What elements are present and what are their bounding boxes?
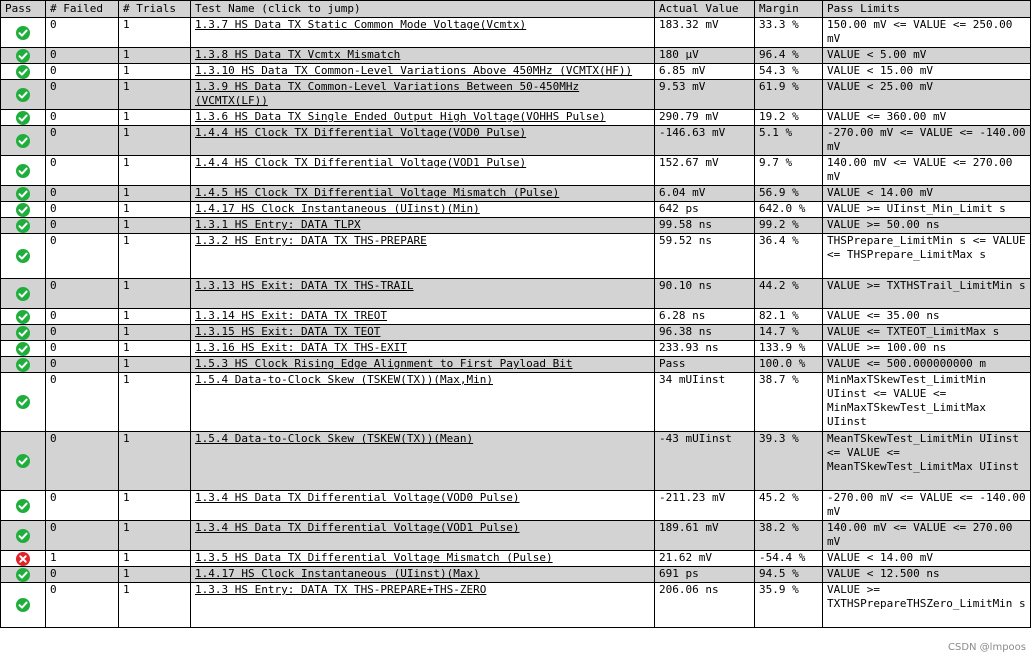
table-row xyxy=(1,218,1031,234)
failed-count-cell: 0 xyxy=(46,521,119,551)
actual-value-cell: 90.10 ns xyxy=(655,279,755,309)
actual-value-cell: 180 µV xyxy=(655,48,755,64)
test-name-link[interactable]: 1.3.4 HS Data TX Differential Voltage(VOD0 Pulse) xyxy=(195,491,520,504)
test-name-cell xyxy=(191,357,655,373)
trials-count-cell: 1 xyxy=(119,341,191,357)
test-name-cell xyxy=(191,80,655,110)
test-name-cell xyxy=(191,48,655,64)
margin-cell: 5.1 % xyxy=(755,126,823,156)
margin-cell: 36.4 % xyxy=(755,234,823,279)
test-name-cell xyxy=(191,373,655,432)
trials-count-cell: 1 xyxy=(119,583,191,628)
actual-value-cell: 6.85 mV xyxy=(655,64,755,80)
test-name-link[interactable]: 1.3.16 HS Exit: DATA TX THS-EXIT xyxy=(195,341,407,354)
pass-limits-cell: 140.00 mV <= VALUE <= 270.00 mV xyxy=(823,521,1031,551)
actual-value-cell: -43 mUIinst xyxy=(655,432,755,491)
pass-cell xyxy=(1,186,46,202)
test-name-link[interactable]: 1.3.10 HS Data TX Common-Level Variations Above 450MHz (VCMTX(HF)) xyxy=(195,64,633,77)
trials-count-cell: 1 xyxy=(119,309,191,325)
actual-value-cell: 9.53 mV xyxy=(655,80,755,110)
failed-count-cell: 0 xyxy=(46,357,119,373)
failed-count-cell: 0 xyxy=(46,432,119,491)
pass-limits-cell: 140.00 mV <= VALUE <= 270.00 mV xyxy=(823,156,1031,186)
failed-count-cell: 0 xyxy=(46,234,119,279)
pass-check-icon xyxy=(16,111,30,125)
test-name-link[interactable]: 1.4.17 HS Clock Instantaneous (UIinst)(Max) xyxy=(195,567,480,580)
failed-count-cell: 0 xyxy=(46,583,119,628)
pass-check-icon xyxy=(16,187,30,201)
table-row xyxy=(1,48,1031,64)
margin-cell: 100.0 % xyxy=(755,357,823,373)
pass-cell xyxy=(1,48,46,64)
failed-count-cell: 0 xyxy=(46,126,119,156)
table-row xyxy=(1,521,1031,551)
test-name-link[interactable]: 1.3.8 HS Data TX Vcmtx Mismatch xyxy=(195,48,401,61)
actual-value-cell: 189.61 mV xyxy=(655,521,755,551)
pass-cell xyxy=(1,80,46,110)
trials-count-cell: 1 xyxy=(119,64,191,80)
margin-cell: 94.5 % xyxy=(755,567,823,583)
test-name-cell xyxy=(191,567,655,583)
test-name-cell xyxy=(191,341,655,357)
test-name-cell xyxy=(191,234,655,279)
test-name-link[interactable]: 1.3.5 HS Data TX Differential Voltage Mismatch (Pulse) xyxy=(195,551,553,564)
margin-cell: 54.3 % xyxy=(755,64,823,80)
pass-limits-cell: THSPrepare_LimitMin s <= VALUE <= THSPrepare_LimitMax s xyxy=(823,234,1031,279)
failed-count-cell: 0 xyxy=(46,491,119,521)
test-name-cell xyxy=(191,583,655,628)
test-name-link[interactable]: 1.3.14 HS Exit: DATA TX TREOT xyxy=(195,309,388,322)
margin-cell: 99.2 % xyxy=(755,218,823,234)
test-name-link[interactable]: 1.5.3 HS Clock Rising Edge Alignment to First Payload Bit xyxy=(195,357,573,370)
pass-check-icon xyxy=(16,65,30,79)
test-name-link[interactable]: 1.4.4 HS Clock TX Differential Voltage(VOD1 Pulse) xyxy=(195,156,527,169)
failed-count-cell: 0 xyxy=(46,48,119,64)
margin-cell: 38.2 % xyxy=(755,521,823,551)
test-name-link[interactable]: 1.5.4 Data-to-Clock Skew (TSKEW(TX))(Max,Min) xyxy=(195,373,494,386)
trials-count-cell: 1 xyxy=(119,110,191,126)
column-header-trials[interactable]: # Trials xyxy=(119,1,191,18)
table-body xyxy=(1,18,1031,628)
actual-value-cell: 99.58 ns xyxy=(655,218,755,234)
actual-value-cell: 691 ps xyxy=(655,567,755,583)
fail-x-icon xyxy=(16,552,30,566)
margin-cell: 56.9 % xyxy=(755,186,823,202)
pass-check-icon xyxy=(16,529,30,543)
pass-check-icon xyxy=(16,219,30,233)
pass-limits-cell: MeanTSkewTest_LimitMin UIinst <= VALUE <= MeanTSkewTest_LimitMax UIinst xyxy=(823,432,1031,491)
test-name-link[interactable]: 1.3.13 HS Exit: DATA TX THS-TRAIL xyxy=(195,279,414,292)
test-name-link[interactable]: 1.3.2 HS Entry: DATA TX THS-PREPARE xyxy=(195,234,427,247)
margin-cell: 133.9 % xyxy=(755,341,823,357)
trials-count-cell: 1 xyxy=(119,373,191,432)
pass-check-icon xyxy=(16,310,30,324)
actual-value-cell: 152.67 mV xyxy=(655,156,755,186)
table-row xyxy=(1,234,1031,279)
pass-limits-cell: -270.00 mV <= VALUE <= -140.00 mV xyxy=(823,126,1031,156)
pass-cell xyxy=(1,18,46,48)
table-row xyxy=(1,80,1031,110)
table-row xyxy=(1,325,1031,341)
table-row xyxy=(1,583,1031,628)
actual-value-cell: 96.38 ns xyxy=(655,325,755,341)
margin-cell: 14.7 % xyxy=(755,325,823,341)
failed-count-cell: 0 xyxy=(46,156,119,186)
pass-check-icon xyxy=(16,164,30,178)
actual-value-cell: -146.63 mV xyxy=(655,126,755,156)
table-row xyxy=(1,432,1031,491)
pass-limits-cell: 150.00 mV <= VALUE <= 250.00 mV xyxy=(823,18,1031,48)
pass-limits-cell: VALUE >= TXTHSPrepareTHSZero_LimitMin s xyxy=(823,583,1031,628)
test-name-link[interactable]: 1.4.4 HS Clock TX Differential Voltage(VOD0 Pulse) xyxy=(195,126,527,139)
trials-count-cell: 1 xyxy=(119,126,191,156)
test-name-cell xyxy=(191,202,655,218)
pass-limits-cell: VALUE <= 500.000000000 m xyxy=(823,357,1031,373)
test-name-cell xyxy=(191,551,655,567)
test-name-cell xyxy=(191,432,655,491)
pass-limits-cell: VALUE < 14.00 mV xyxy=(823,186,1031,202)
test-name-link[interactable]: 1.4.5 HS Clock TX Differential Voltage Mismatch (Pulse) xyxy=(195,186,560,199)
actual-value-cell: 6.28 ns xyxy=(655,309,755,325)
test-name-cell xyxy=(191,325,655,341)
trials-count-cell: 1 xyxy=(119,218,191,234)
failed-count-cell: 0 xyxy=(46,279,119,309)
trials-count-cell: 1 xyxy=(119,521,191,551)
test-name-cell xyxy=(191,309,655,325)
trials-count-cell: 1 xyxy=(119,234,191,279)
test-name-cell xyxy=(191,186,655,202)
pass-cell xyxy=(1,373,46,432)
failed-count-cell: 0 xyxy=(46,325,119,341)
margin-cell: 35.9 % xyxy=(755,583,823,628)
pass-cell xyxy=(1,279,46,309)
pass-cell xyxy=(1,156,46,186)
test-name-link[interactable]: 1.3.15 HS Exit: DATA TX TEOT xyxy=(195,325,381,338)
failed-count-cell: 0 xyxy=(46,309,119,325)
actual-value-cell: 6.04 mV xyxy=(655,186,755,202)
actual-value-cell: -211.23 mV xyxy=(655,491,755,521)
failed-count-cell: 0 xyxy=(46,218,119,234)
pass-check-icon xyxy=(16,203,30,217)
trials-count-cell: 1 xyxy=(119,186,191,202)
pass-cell xyxy=(1,234,46,279)
trials-count-cell: 1 xyxy=(119,432,191,491)
trials-count-cell: 1 xyxy=(119,325,191,341)
trials-count-cell: 1 xyxy=(119,567,191,583)
table-row xyxy=(1,64,1031,80)
trials-count-cell: 1 xyxy=(119,279,191,309)
margin-cell: 44.2 % xyxy=(755,279,823,309)
pass-cell xyxy=(1,357,46,373)
test-name-link[interactable]: 1.3.7 HS Data TX Static Common Mode Voltage(Vcmtx) xyxy=(195,18,527,31)
margin-cell: -54.4 % xyxy=(755,551,823,567)
pass-cell xyxy=(1,64,46,80)
test-name-link[interactable]: 1.5.4 Data-to-Clock Skew (TSKEW(TX))(Mean) xyxy=(195,432,474,445)
actual-value-cell: Pass xyxy=(655,357,755,373)
table-row xyxy=(1,186,1031,202)
table-row xyxy=(1,491,1031,521)
pass-check-icon xyxy=(16,326,30,340)
failed-count-cell: 0 xyxy=(46,567,119,583)
pass-cell xyxy=(1,521,46,551)
test-name-link[interactable]: 1.3.6 HS Data TX Single Ended Output High Voltage(VOHHS Pulse) xyxy=(195,110,606,123)
test-name-link[interactable]: 1.3.4 HS Data TX Differential Voltage(VOD1 Pulse) xyxy=(195,521,520,534)
table-row xyxy=(1,373,1031,432)
table-row xyxy=(1,567,1031,583)
actual-value-cell: 183.32 mV xyxy=(655,18,755,48)
margin-cell: 9.7 % xyxy=(755,156,823,186)
test-name-cell xyxy=(191,126,655,156)
pass-cell xyxy=(1,110,46,126)
pass-cell xyxy=(1,432,46,491)
table-row xyxy=(1,551,1031,567)
margin-cell: 33.3 % xyxy=(755,18,823,48)
pass-cell xyxy=(1,491,46,521)
pass-limits-cell: VALUE < 12.500 ns xyxy=(823,567,1031,583)
pass-limits-cell: VALUE < 5.00 mV xyxy=(823,48,1031,64)
pass-limits-cell: VALUE < 25.00 mV xyxy=(823,80,1031,110)
trials-count-cell: 1 xyxy=(119,156,191,186)
table-row xyxy=(1,357,1031,373)
actual-value-cell: 59.52 ns xyxy=(655,234,755,279)
test-name-cell xyxy=(191,110,655,126)
pass-limits-cell: VALUE >= TXTHSTrail_LimitMin s xyxy=(823,279,1031,309)
pass-cell xyxy=(1,202,46,218)
actual-value-cell: 290.79 mV xyxy=(655,110,755,126)
pass-check-icon xyxy=(16,598,30,612)
test-name-cell xyxy=(191,18,655,48)
column-header-failed[interactable]: # Failed xyxy=(46,1,119,18)
failed-count-cell: 1 xyxy=(46,551,119,567)
table-row xyxy=(1,279,1031,309)
pass-check-icon xyxy=(16,49,30,63)
pass-cell xyxy=(1,583,46,628)
column-header-pass-limits[interactable]: Pass Limits xyxy=(823,1,1031,18)
test-name-link[interactable]: 1.4.17 HS Clock Instantaneous (UIinst)(Min) xyxy=(195,202,480,215)
failed-count-cell: 0 xyxy=(46,202,119,218)
column-header-margin[interactable]: Margin xyxy=(755,1,823,18)
trials-count-cell: 1 xyxy=(119,551,191,567)
test-name-cell xyxy=(191,279,655,309)
trials-count-cell: 1 xyxy=(119,18,191,48)
pass-check-icon xyxy=(16,249,30,263)
column-header-test-name[interactable]: Test Name (click to jump) xyxy=(191,1,655,18)
trials-count-cell: 1 xyxy=(119,80,191,110)
table-row xyxy=(1,156,1031,186)
column-header-pass[interactable]: Pass xyxy=(1,1,46,18)
actual-value-cell: 34 mUIinst xyxy=(655,373,755,432)
pass-limits-cell: VALUE >= UIinst_Min_Limit s xyxy=(823,202,1031,218)
failed-count-cell: 0 xyxy=(46,80,119,110)
pass-limits-cell: MinMaxTSkewTest_LimitMin UIinst <= VALUE <= MinMaxTSkewTest_LimitMax UIinst xyxy=(823,373,1031,432)
table-row xyxy=(1,202,1031,218)
margin-cell: 96.4 % xyxy=(755,48,823,64)
pass-cell xyxy=(1,309,46,325)
pass-cell xyxy=(1,567,46,583)
test-name-cell xyxy=(191,218,655,234)
pass-cell xyxy=(1,325,46,341)
pass-limits-cell: -270.00 mV <= VALUE <= -140.00 mV xyxy=(823,491,1031,521)
margin-cell: 82.1 % xyxy=(755,309,823,325)
pass-check-icon xyxy=(16,454,30,468)
table-row xyxy=(1,110,1031,126)
failed-count-cell: 0 xyxy=(46,64,119,80)
pass-check-icon xyxy=(16,499,30,513)
failed-count-cell: 0 xyxy=(46,186,119,202)
header-row xyxy=(1,1,1031,18)
pass-cell xyxy=(1,341,46,357)
trials-count-cell: 1 xyxy=(119,357,191,373)
test-name-cell xyxy=(191,64,655,80)
pass-check-icon xyxy=(16,287,30,301)
table-row xyxy=(1,309,1031,325)
watermark: CSDN @lmpoos xyxy=(947,642,1026,653)
pass-cell xyxy=(1,218,46,234)
pass-cell xyxy=(1,551,46,567)
table-row xyxy=(1,341,1031,357)
actual-value-cell: 21.62 mV xyxy=(655,551,755,567)
actual-value-cell: 642 ps xyxy=(655,202,755,218)
trials-count-cell: 1 xyxy=(119,202,191,218)
pass-cell xyxy=(1,126,46,156)
pass-limits-cell: VALUE >= 50.00 ns xyxy=(823,218,1031,234)
pass-limits-cell: VALUE <= 35.00 ns xyxy=(823,309,1031,325)
table-header xyxy=(1,1,1031,18)
pass-check-icon xyxy=(16,342,30,356)
pass-check-icon xyxy=(16,395,30,409)
actual-value-cell: 206.06 ns xyxy=(655,583,755,628)
test-name-cell xyxy=(191,521,655,551)
pass-limits-cell: VALUE < 14.00 mV xyxy=(823,551,1031,567)
table-row xyxy=(1,18,1031,48)
margin-cell: 38.7 % xyxy=(755,373,823,432)
pass-check-icon xyxy=(16,358,30,372)
failed-count-cell: 0 xyxy=(46,341,119,357)
pass-check-icon xyxy=(16,134,30,148)
trials-count-cell: 1 xyxy=(119,491,191,521)
table-row xyxy=(1,126,1031,156)
pass-limits-cell: VALUE < 15.00 mV xyxy=(823,64,1031,80)
pass-check-icon xyxy=(16,88,30,102)
actual-value-cell: 233.93 ns xyxy=(655,341,755,357)
failed-count-cell: 0 xyxy=(46,110,119,126)
pass-limits-cell: VALUE >= 100.00 ns xyxy=(823,341,1031,357)
test-name-cell xyxy=(191,156,655,186)
test-name-link[interactable]: 1.3.1 HS Entry: DATA TLPX xyxy=(195,218,361,231)
test-name-link[interactable]: 1.3.3 HS Entry: DATA TX THS-PREPARE+THS-ZERO xyxy=(195,583,487,596)
test-name-cell xyxy=(191,491,655,521)
margin-cell: 61.9 % xyxy=(755,80,823,110)
margin-cell: 45.2 % xyxy=(755,491,823,521)
pass-check-icon xyxy=(16,26,30,40)
failed-count-cell: 0 xyxy=(46,373,119,432)
test-name-link[interactable]: 1.3.9 HS Data TX Common-Level Variations Between 50-450MHz (VCMTX(LF)) xyxy=(195,80,580,107)
failed-count-cell: 0 xyxy=(46,18,119,48)
trials-count-cell: 1 xyxy=(119,48,191,64)
margin-cell: 39.3 % xyxy=(755,432,823,491)
column-header-actual-value[interactable]: Actual Value xyxy=(655,1,755,18)
margin-cell: 642.0 % xyxy=(755,202,823,218)
margin-cell: 19.2 % xyxy=(755,110,823,126)
pass-limits-cell: VALUE <= 360.00 mV xyxy=(823,110,1031,126)
pass-limits-cell: VALUE <= TXTEOT_LimitMax s xyxy=(823,325,1031,341)
pass-check-icon xyxy=(16,568,30,582)
